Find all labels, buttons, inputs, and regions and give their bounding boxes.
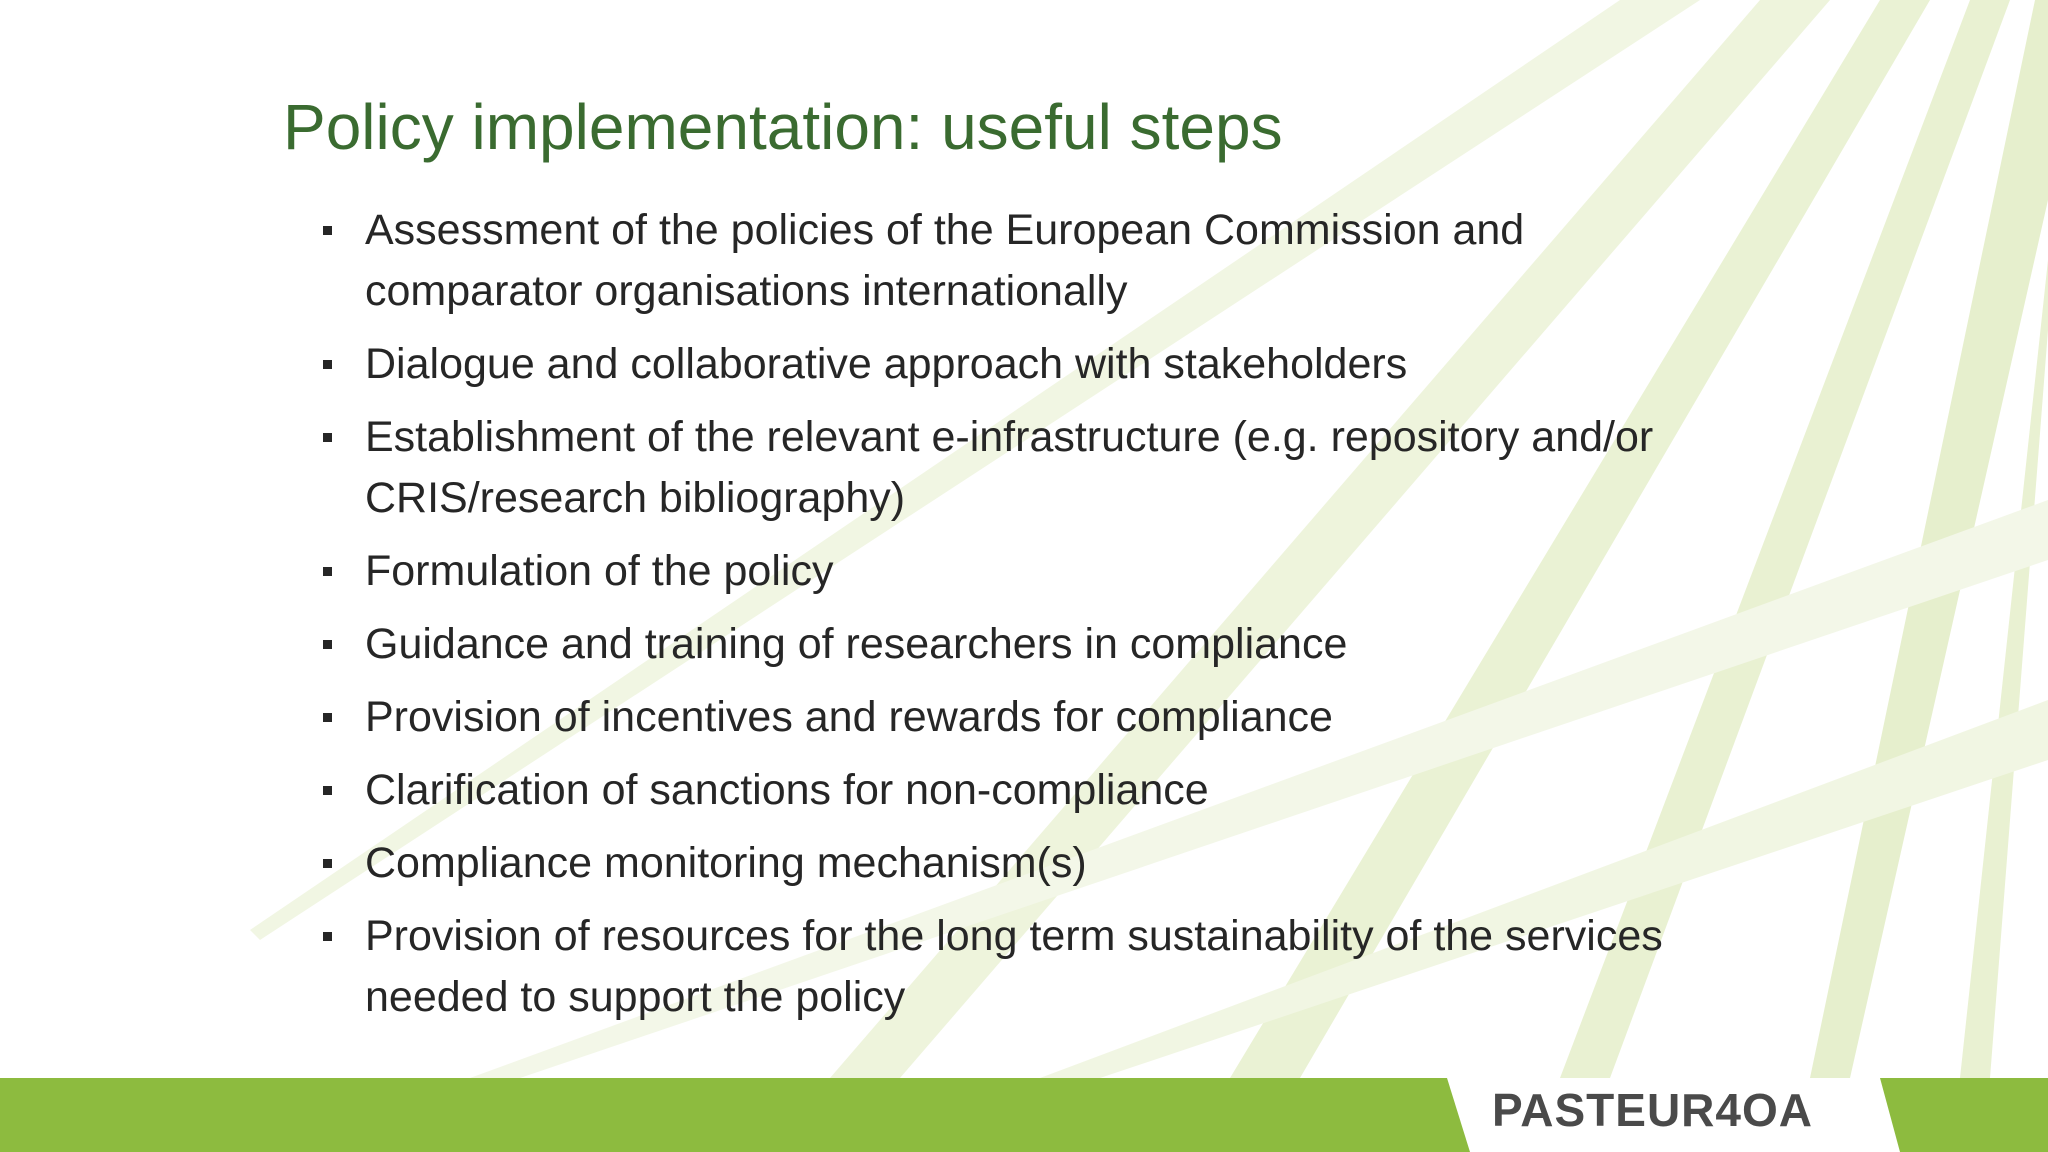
- square-bullet-icon: [323, 786, 332, 795]
- square-bullet-icon: [323, 932, 332, 941]
- slide-title: Policy implementation: useful steps: [283, 91, 1283, 163]
- bullet-item: [320, 687, 1700, 748]
- square-bullet-icon: [323, 640, 332, 649]
- bullet-text: Clarification of sanctions for non-compliance: [365, 766, 1209, 814]
- square-bullet-icon: [323, 713, 332, 722]
- bullet-item: [320, 614, 1700, 675]
- bullet-text: Provision of resources for the long term sustainability of the services needed to support the policy: [365, 912, 1663, 1021]
- bullet-text: Assessment of the policies of the European Commission and comparator organisations internationally: [365, 206, 1525, 315]
- bullet-text: Establishment of the relevant e-infrastructure (e.g. repository and/or CRIS/research bibliography): [365, 413, 1654, 522]
- square-bullet-icon: [323, 226, 332, 235]
- bullet-item: [320, 407, 1700, 529]
- square-bullet-icon: [323, 360, 332, 369]
- bullet-item: [320, 334, 1700, 395]
- square-bullet-icon: [323, 433, 332, 442]
- square-bullet-icon: [323, 859, 332, 868]
- bullet-item: [320, 760, 1700, 821]
- bullet-item: [320, 833, 1700, 894]
- square-bullet-icon: [323, 567, 332, 576]
- bullet-text: Compliance monitoring mechanism(s): [365, 839, 1087, 887]
- bullet-text: Formulation of the policy: [365, 547, 834, 595]
- bullet-item: [320, 906, 1700, 1028]
- bullet-item: [320, 541, 1700, 602]
- bullet-item: [320, 200, 1700, 322]
- bullet-text: Provision of incentives and rewards for compliance: [365, 693, 1333, 741]
- bullet-text: Guidance and training of researchers in compliance: [365, 620, 1348, 668]
- bullet-list: [320, 200, 1700, 1040]
- pasteur4oa-logo: PASTEUR4OA: [1492, 1084, 1813, 1136]
- bullet-text: Dialogue and collaborative approach with stakeholders: [365, 340, 1408, 388]
